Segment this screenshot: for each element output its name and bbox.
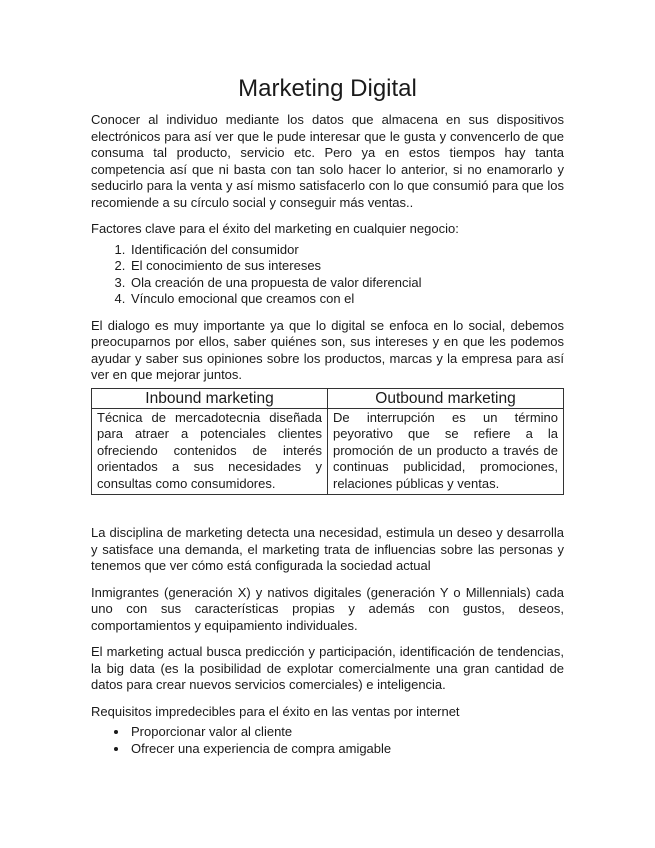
marketing-comparison-table: [91, 388, 564, 496]
list-item: • Ofrecer una experiencia de compra amigable: [129, 741, 564, 758]
table-row: [92, 408, 564, 495]
table-header-row: [92, 388, 564, 408]
table-header-outbound: Outbound marketing: [328, 388, 564, 408]
list-item: 2. El conocimiento de sus intereses: [129, 258, 564, 275]
document-title: Marketing Digital: [238, 75, 417, 102]
list-item: • Proporcionar valor al cliente: [129, 724, 564, 741]
requirements-list: [91, 724, 564, 757]
list-item: 4. Vínculo emocional que creamos con el: [129, 291, 564, 308]
paragraph-generaciones: Inmigrantes (generación X) y nativos digitales (generación Y o Millennials) cada uno con sus características propias y además con gustos, deseos, comportamientos y equipamiento individuales.: [91, 584, 564, 633]
list-item: 1. Identificación del consumidor: [129, 242, 564, 259]
table-cell-outbound: De interrupción es un término peyorativo que se refiere a la promoción de un producto a través de continuas publicidad, promociones, relaciones públicas y ventas.: [328, 408, 564, 495]
list-item: 3. Ola creación de una propuesta de valor diferencial: [129, 275, 564, 292]
paragraph-marketing-actual: El marketing actual busca predicción y participación, identificación de tendencias, la big data (es la posibilidad de explotar comercialmente una gran cantidad de datos para crear nuevos servicios comerciales) e inteligencia.: [91, 644, 564, 692]
paragraph-factors-intro: Factores clave para el éxito del marketing en cualquier negocio:: [91, 221, 459, 236]
table-cell-inbound: Técnica de mercadotecnia diseñada para atraer a potenciales clientes ofreciendo contenidos de interés orientados a sus necesidades y consultas como consumidores.: [92, 408, 328, 495]
table-header-inbound: Inbound marketing: [92, 388, 328, 408]
paragraph-dialogo: El dialogo es muy importante ya que lo digital se enfoca en lo social, debemos preocuparnos por ellos, saber quiénes son, sus intereses y en que les podemos ayudar y saber sus opiniones sobre los productos, marcas y la empresa para así ver en que mejorar juntos.: [91, 317, 564, 382]
paragraph-requisitos-intro: Requisitos impredecibles para el éxito en las ventas por internet: [91, 703, 460, 719]
paragraph-intro: Conocer al individuo mediante los datos que almacena en sus dispositivos electrónicos para así ver que le pude interesar que le gusta y convencerlo de que consuma tal producto, servicio etc. Pero ya en estos tiempos hay tanta competencia así que ni basta con tan solo hacer lo anterior, si no enamorarlo y seducirlo para la venta y así mismo satisfacerlo con lo que consumió para que los recomiende a su círculo social y conseguir más ventas..: [91, 112, 564, 210]
document-body: [91, 112, 564, 767]
paragraph-disciplina: La disciplina de marketing detecta una necesidad, estimula un deseo y desarrolla y satisface una demanda, el marketing trata de influencias sobre las personas y tenemos que ver cómo está configurada la sociedad actual: [91, 525, 564, 573]
factors-list: [91, 242, 564, 308]
